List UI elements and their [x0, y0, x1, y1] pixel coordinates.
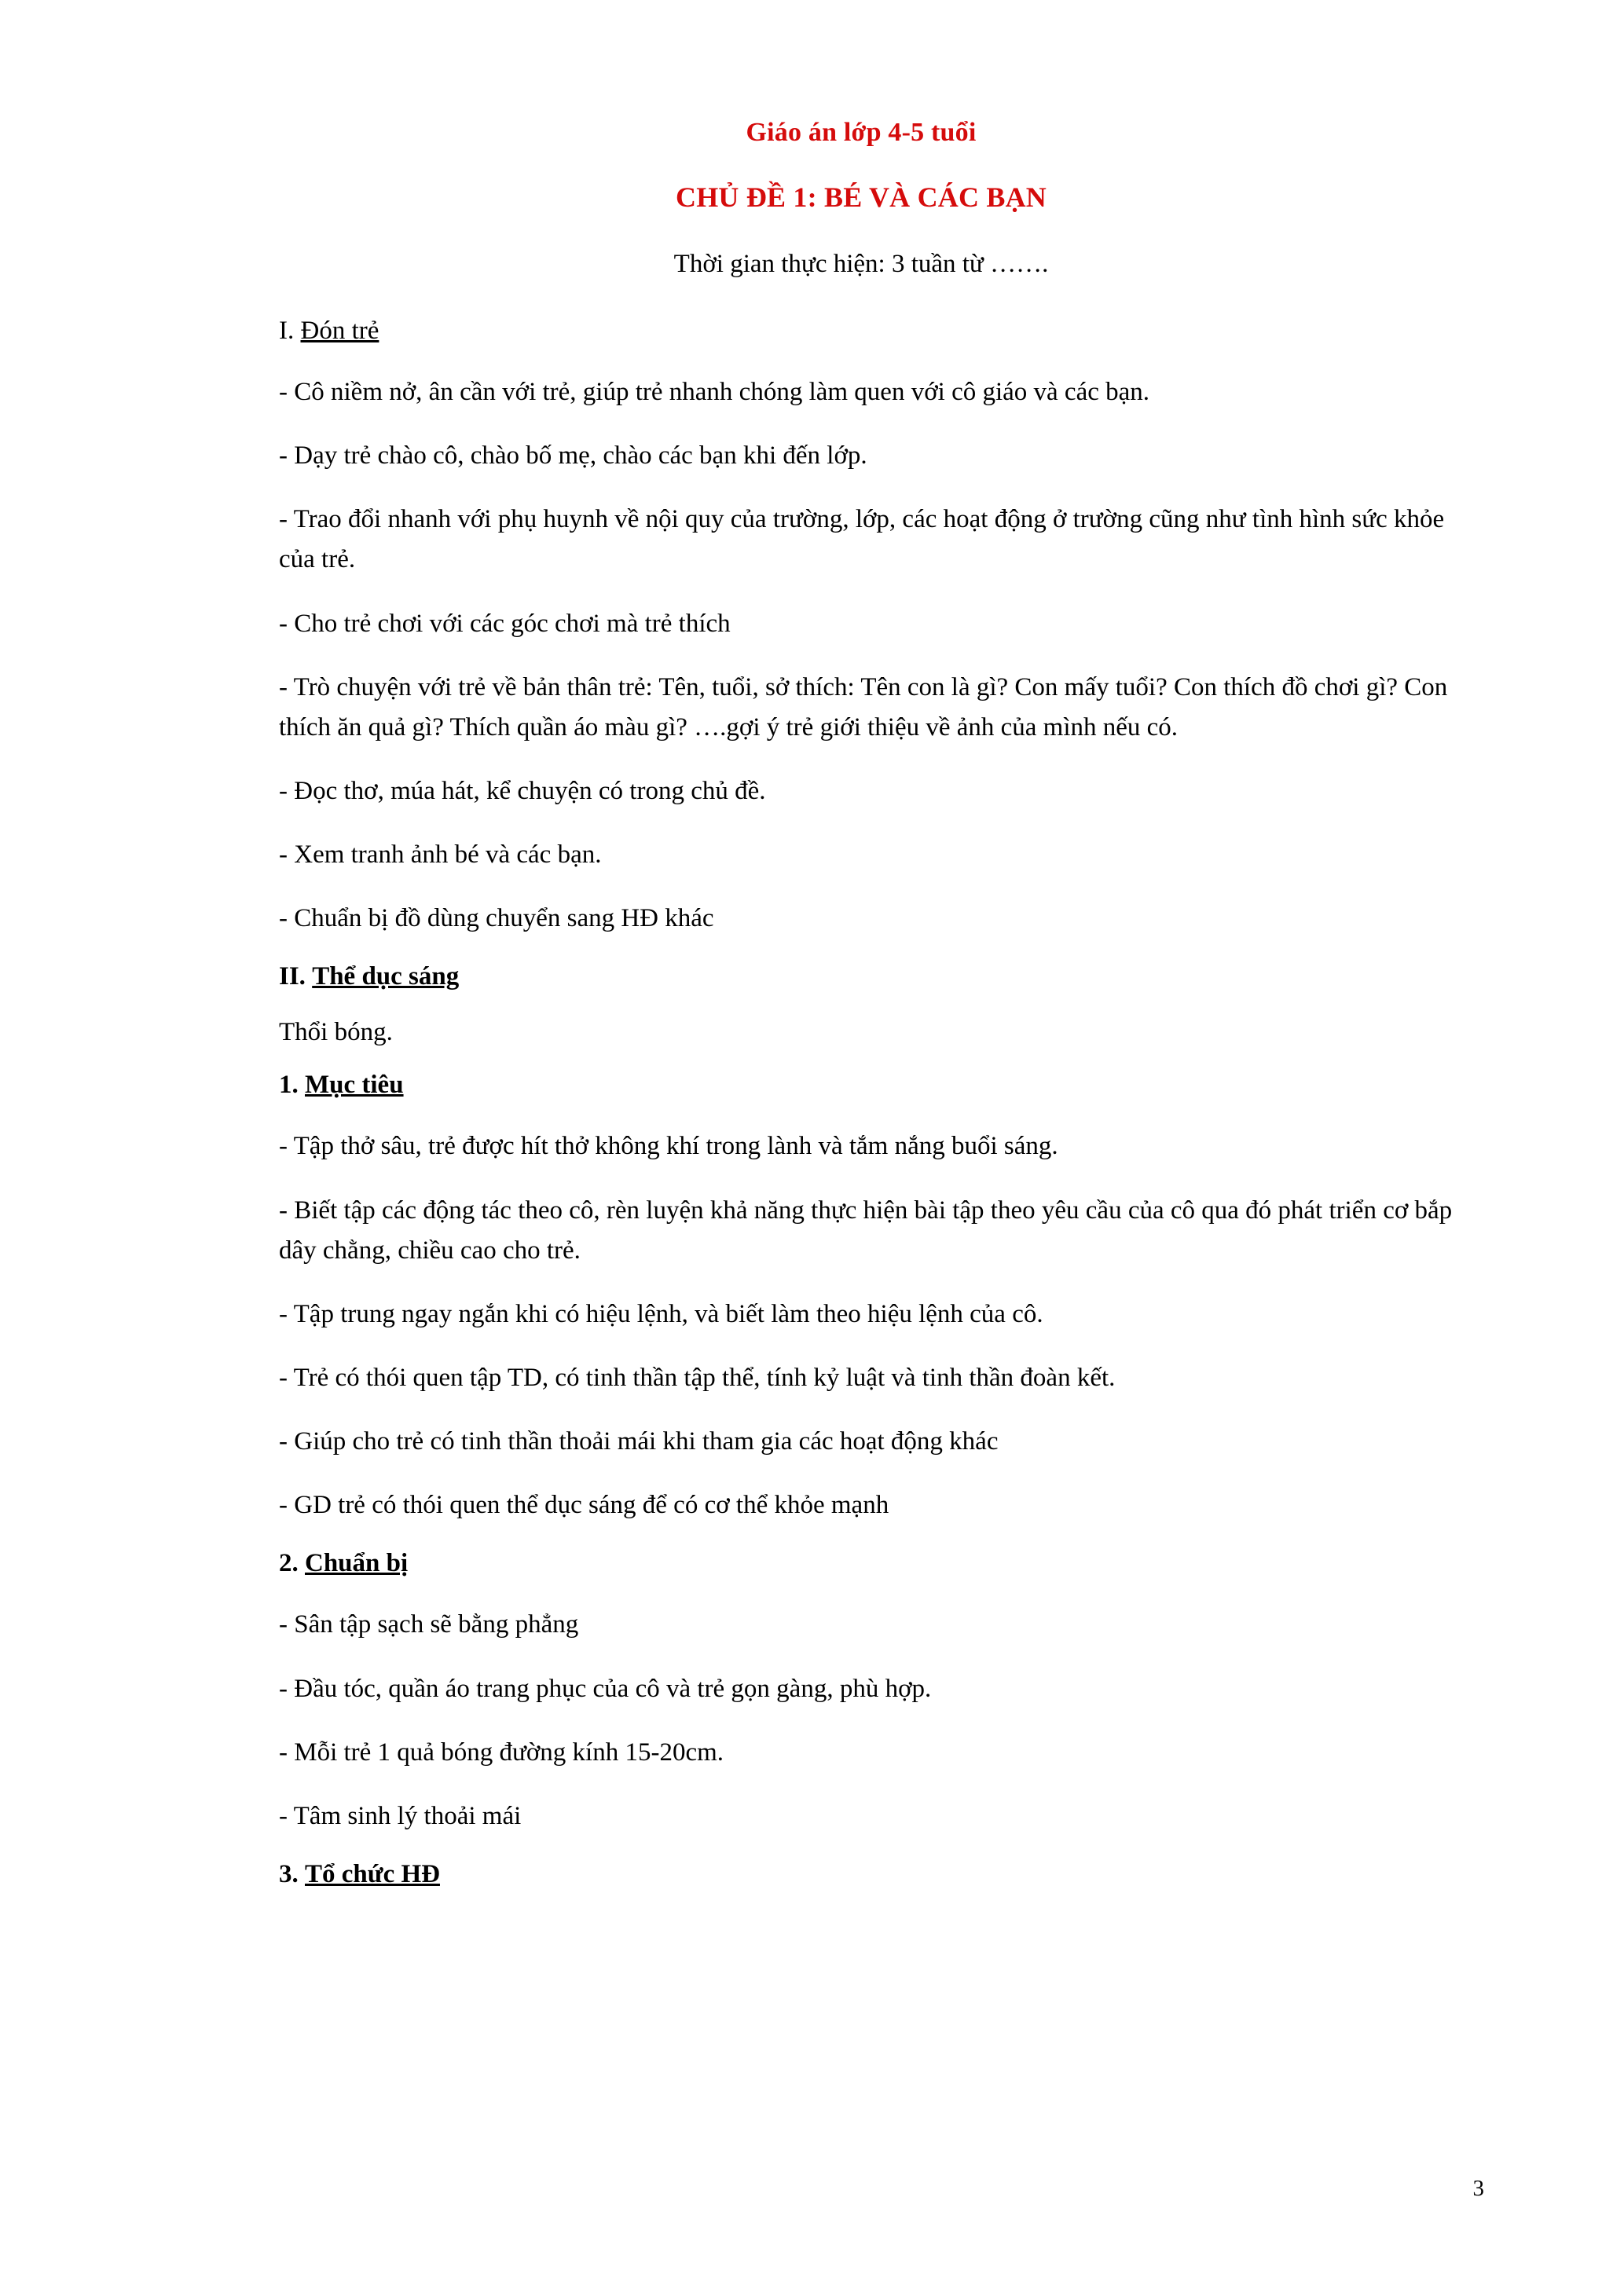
paragraph: - Trẻ có thói quen tập TD, có tinh thần tập thể, tính kỷ luật và tinh thần đoàn kết. [279, 1363, 1116, 1392]
paragraph: - Đọc thơ, múa hát, kể chuyện có trong chủ đề. [279, 776, 766, 805]
paragraph: - Tập thở sâu, trẻ được hít thở không khí trong lành và tắm nắng buổi sáng. [279, 1132, 1058, 1161]
paragraph: - Đầu tóc, quần áo trang phục của cô và trẻ gọn gàng, phù hợp. [279, 1674, 932, 1703]
paragraph: - Chuẩn bị đồ dùng chuyển sang HĐ khác [279, 904, 714, 933]
paragraph: - Trao đổi nhanh với phụ huynh về nội quy của trường, lớp, các hoạt động ở trường cũng như tình hình sức khỏe của trẻ. [279, 505, 1445, 574]
section-label: Đón trẻ [300, 317, 379, 345]
paragraph: - Biết tập các động tác theo cô, rèn luyện khả năng thực hiện bài tập theo yêu cầu của cô qua đó phát triển cơ bắp dây chằng, chiều cao cho trẻ. [279, 1196, 1453, 1265]
document-timeline: Thời gian thực hiện: 3 tuần từ ……. [673, 250, 1049, 278]
section-heading-3 [236, 1071, 1487, 1100]
section-label: Thể dục sáng [312, 962, 460, 991]
paragraph: - Tâm sinh lý thoải mái [279, 1801, 522, 1830]
section-label: Tổ chức HĐ [305, 1859, 440, 1888]
paragraph: - Sân tập sạch sẽ bằng phẳng [279, 1610, 579, 1639]
section-heading-4 [236, 1549, 1487, 1578]
page-number: 3 [1472, 2176, 1484, 2201]
paragraph: - Mỗi trẻ 1 quả bóng đường kính 15-20cm. [279, 1738, 724, 1767]
paragraph: Thổi bóng. [279, 1018, 393, 1047]
section-number: 1. [279, 1071, 299, 1100]
section-label: Mục tiêu [305, 1071, 404, 1100]
section-number: 3. [279, 1859, 299, 1888]
section-label: Chuẩn bị [305, 1549, 409, 1578]
paragraph: - GD trẻ có thói quen thể dục sáng để có cơ thể khỏe mạnh [279, 1491, 889, 1520]
section-heading-2 [236, 962, 1487, 991]
section-number: 2. [279, 1549, 299, 1578]
paragraph: - Dạy trẻ chào cô, chào bố mẹ, chào các bạn khi đến lớp. [279, 441, 867, 471]
paragraph: - Giúp cho trẻ có tinh thần thoải mái khi tham gia các hoạt động khác [279, 1427, 999, 1456]
paragraph: - Tập trung ngay ngắn khi có hiệu lệnh, và biết làm theo hiệu lệnh của cô. [279, 1299, 1043, 1328]
section-number: II. [279, 962, 306, 991]
section-heading-1 [236, 317, 1487, 346]
document-subtitle: CHỦ ĐỀ 1: BÉ VÀ CÁC BẠN [676, 181, 1047, 213]
paragraph: - Cho trẻ chơi với các góc chơi mà trẻ thích [279, 609, 731, 638]
paragraph: - Cô niềm nở, ân cần với trẻ, giúp trẻ nhanh chóng làm quen với cô giáo và các bạn. [279, 378, 1150, 406]
paragraph: - Xem tranh ảnh bé và các bạn. [279, 840, 602, 870]
page-title: Giáo án lớp 4-5 tuổi [746, 118, 977, 147]
section-heading-5 [236, 1860, 1487, 1889]
section-number: I. [279, 317, 295, 345]
paragraph: - Trò chuyện với trẻ về bản thân trẻ: Tên, tuổi, sở thích: Tên con là gì? Con mấy tuổi? Con thích đồ chơi gì? Con thích ăn quả gì? Thích quần áo màu gì? ….gợi ý trẻ giới thiệu về ảnh của mình nếu có. [279, 672, 1448, 742]
